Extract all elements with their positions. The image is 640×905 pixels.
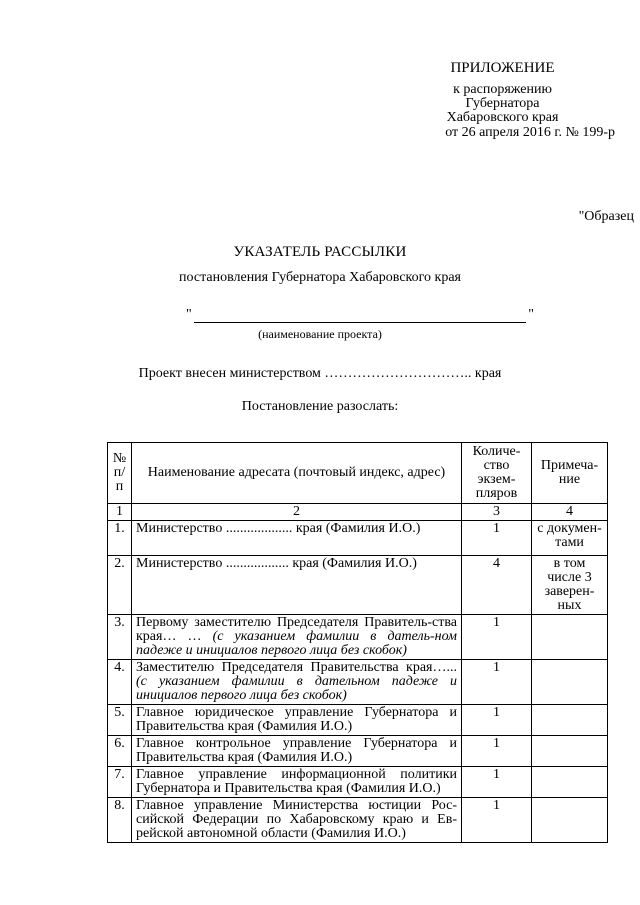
row-num: 4. — [108, 660, 132, 705]
row-note — [532, 660, 608, 705]
table-row — [108, 660, 608, 705]
row-num: 3. — [108, 615, 132, 660]
row-note: с докумен-тами — [532, 521, 608, 556]
row-name-text: Главное управление Министерства юстиции Рос-сийской Федерации по Хабаровскому краю и Ев-рейской автономной области (Фамилия И.О.) — [136, 798, 457, 841]
row-name-text: Главное контрольное управление Губернатора и Правительства края (Фамилия И.О.) — [136, 736, 457, 765]
row-qty: 4 — [462, 556, 532, 615]
appendix-title: ПРИЛОЖЕНИЕ — [450, 60, 555, 76]
header-qty: Количе-ство экзем-пляров — [462, 443, 532, 504]
blank-underline — [194, 322, 526, 323]
distribute-label: Постановление разослать: — [241, 399, 399, 414]
header-note: Примеча-ние — [532, 443, 608, 504]
table-row — [108, 521, 608, 556]
index-cell: 2 — [132, 504, 462, 521]
appendix-block — [395, 60, 615, 140]
row-qty: 1 — [462, 736, 532, 767]
table-row — [108, 705, 608, 736]
row-qty: 1 — [462, 615, 532, 660]
table-row — [108, 798, 608, 843]
row-qty: 1 — [462, 660, 532, 705]
row-note — [532, 767, 608, 798]
row-num: 7. — [108, 767, 132, 798]
row-name-text: Главное управление информационной политики Губернатора и Правительства края (Фамилия И.О.) — [136, 767, 457, 796]
row-name — [132, 798, 462, 843]
row-name-text: Первому заместителю Председателя Правитель-ства края… … — [136, 615, 457, 644]
document-title: УКАЗАТЕЛЬ РАССЫЛКИ — [233, 244, 407, 260]
row-name — [132, 521, 462, 556]
appendix-line-1: к распоряжению — [453, 81, 552, 97]
row-name-note: (с указанием фамилии в датель-ном падеже и инициалов первого лица без скобок) — [136, 629, 457, 658]
index-cell: 3 — [462, 504, 532, 521]
open-quote: " — [186, 307, 192, 322]
distribution-table — [107, 442, 608, 843]
index-cell: 1 — [108, 504, 132, 521]
row-num: 8. — [108, 798, 132, 843]
row-num: 1. — [108, 521, 132, 556]
table-header-row — [108, 443, 608, 504]
table-row — [108, 556, 608, 615]
row-name-text: Министерство ................... края (Фамилия И.О.) — [136, 521, 421, 536]
table-row — [108, 736, 608, 767]
row-note: в том числе 3 заверен-ных — [532, 556, 608, 615]
close-quote: " — [528, 307, 534, 322]
row-name — [132, 705, 462, 736]
row-name-note: (с указанием фамилии в дательном падеже и инициалов первого лица без скобок) — [136, 674, 457, 703]
row-name-text: Заместителю Председателя Правительства края…... — [136, 660, 457, 675]
header-num: № п/п — [108, 443, 132, 504]
appendix-line-2: Губернатора — [465, 95, 540, 111]
table-index-row — [108, 504, 608, 521]
table-row — [108, 767, 608, 798]
index-cell: 4 — [532, 504, 608, 521]
appendix-line-3: Хабаровского края — [446, 109, 559, 125]
table-row — [108, 615, 608, 660]
sample-label: "Образец — [578, 209, 634, 224]
row-name — [132, 556, 462, 615]
row-num: 5. — [108, 705, 132, 736]
row-qty: 1 — [462, 705, 532, 736]
row-qty: 1 — [462, 521, 532, 556]
row-note — [532, 705, 608, 736]
row-name — [132, 767, 462, 798]
row-name-text: Министерство .................. края (Фамилия И.О.) — [136, 556, 417, 571]
row-note — [532, 736, 608, 767]
row-qty: 1 — [462, 767, 532, 798]
project-caption: (наименование проекта) — [258, 327, 382, 341]
row-num: 2. — [108, 556, 132, 615]
row-name — [132, 615, 462, 660]
appendix-date: от 26 апреля 2016 г. № 199-р — [445, 125, 615, 140]
row-qty: 1 — [462, 798, 532, 843]
row-name — [132, 660, 462, 705]
row-note — [532, 798, 608, 843]
row-name-text: Главное юридическое управление Губернатора и Правительства края (Фамилия И.О.) — [136, 705, 457, 734]
document-subtitle: постановления Губернатора Хабаровского края — [179, 270, 461, 285]
introduced-by-line: Проект внесен министерством ………………………….. края — [138, 366, 502, 381]
project-name-line — [186, 309, 534, 325]
row-note — [532, 615, 608, 660]
row-num: 6. — [108, 736, 132, 767]
row-name — [132, 736, 462, 767]
header-name: Наименование адресата (почтовый индекс, адрес) — [132, 443, 462, 504]
